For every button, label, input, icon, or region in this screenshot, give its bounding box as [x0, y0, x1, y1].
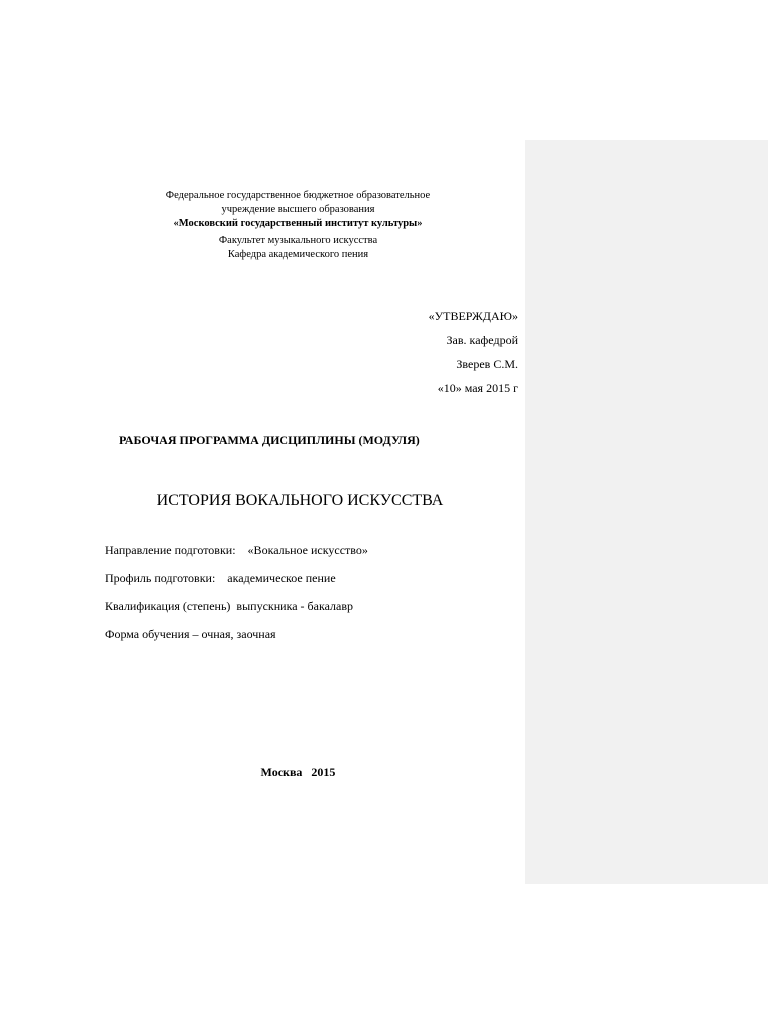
study-form-line: Форма обучения – очная, заочная [105, 627, 276, 641]
institution-line-1: Федеральное государственное бюджетное образовательное [165, 190, 431, 201]
program-title: РАБОЧАЯ ПРОГРАММА ДИСЦИПЛИНЫ (МОДУЛЯ) [119, 433, 420, 447]
approval-stamp: «УТВЕРЖДАЮ» [428, 309, 518, 323]
discipline-title: ИСТОРИЯ ВОКАЛЬНОГО ИСКУССТВА [156, 492, 444, 509]
department-name: Кафедра академического пения [227, 249, 369, 260]
qualification-line: Квалификация (степень) выпускника - бакалавр [105, 599, 354, 613]
approval-position: Зав. кафедрой [446, 333, 518, 347]
city-year: Москва 2015 [260, 765, 336, 779]
approval-date: «10» мая 2015 г [437, 381, 518, 395]
direction-line: Направление подготовки: «Вокальное искусство» [105, 543, 368, 557]
institution-name: «Московский государственный институт культуры» [173, 218, 423, 229]
profile-line: Профиль подготовки: академическое пение [105, 571, 336, 585]
faculty-name: Факультет музыкального искусства [218, 235, 378, 246]
approval-signatory: Зверев С.М. [456, 357, 518, 371]
institution-line-2: учреждение высшего образования [221, 204, 375, 215]
